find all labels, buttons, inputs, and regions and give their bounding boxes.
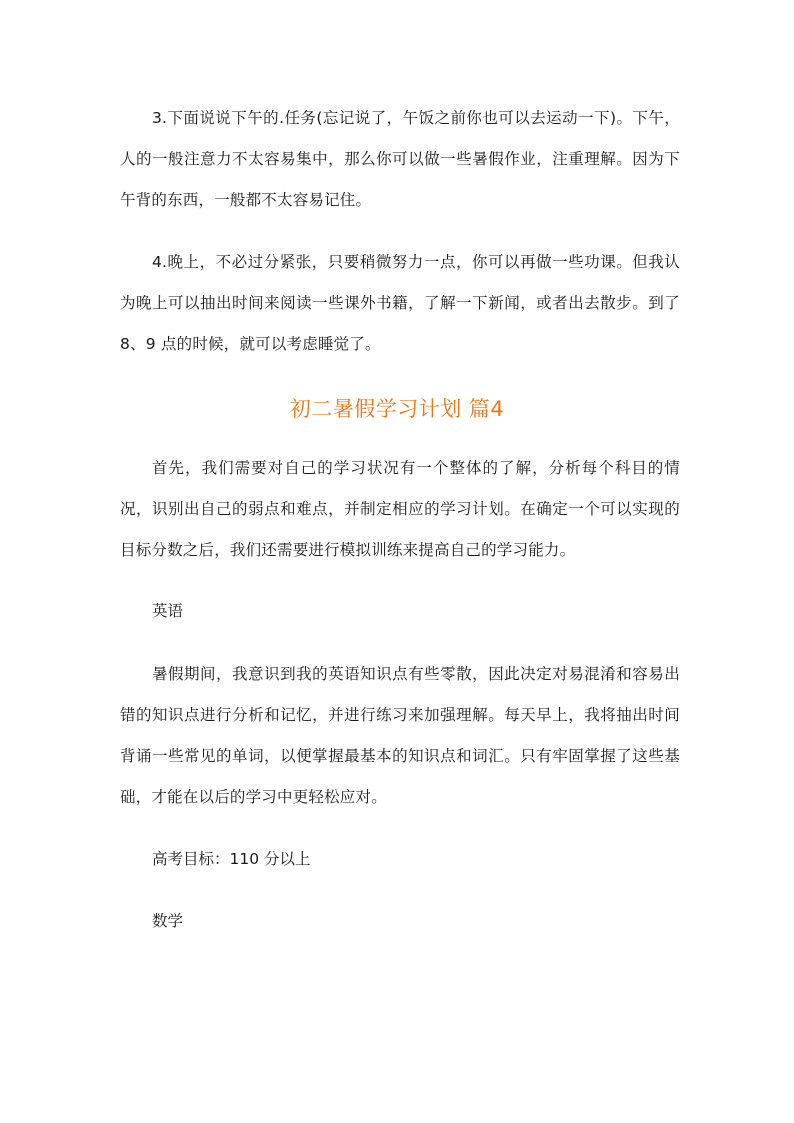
paragraph-intro: 首先，我们需要对自己的学习状况有一个整体的了解，分析每个科目的情况，识别出自己的弱点和难点，并制定相应的学习计划。在确定一个可以实现的目标分数之后，我们还需要进行模拟训练来提高自己的学习能力。	[120, 459, 680, 559]
english-goal: 高考目标：110 分以上	[152, 850, 311, 868]
paragraph-evening: 4.晚上，不必过分紧张，只要稍微努力一点，你可以再做一些功课。但我认为晚上可以抽出时间来阅读一些课外书籍，了解一下新闻，或者出去散步。到了 8、9 点的时候，就可以考虑睡觉了。	[120, 253, 680, 353]
paragraph-afternoon: 3.下面说说下午的.任务(忘记说了，午饭之前你也可以去运动一下)。下午，人的一般注意力不太容易集中，那么你可以做一些暑假作业，注重理解。因为下午背的东西，一般都不太容易记住。	[120, 109, 680, 209]
paragraph-english: 暑假期间，我意识到我的英语知识点有些零散，因此决定对易混淆和容易出错的知识点进行分析和记忆，并进行练习来加强理解。每天早上，我将抽出时间背诵一些常见的单词，以便掌握最基本的知识点和词汇。只有牢固掌握了这些基础，才能在以后的学习中更轻松应对。	[120, 665, 680, 806]
subject-heading-math: 数学	[152, 912, 184, 930]
subject-heading-english: 英语	[152, 602, 184, 620]
section-title: 初二暑假学习计划 篇4	[289, 397, 505, 421]
